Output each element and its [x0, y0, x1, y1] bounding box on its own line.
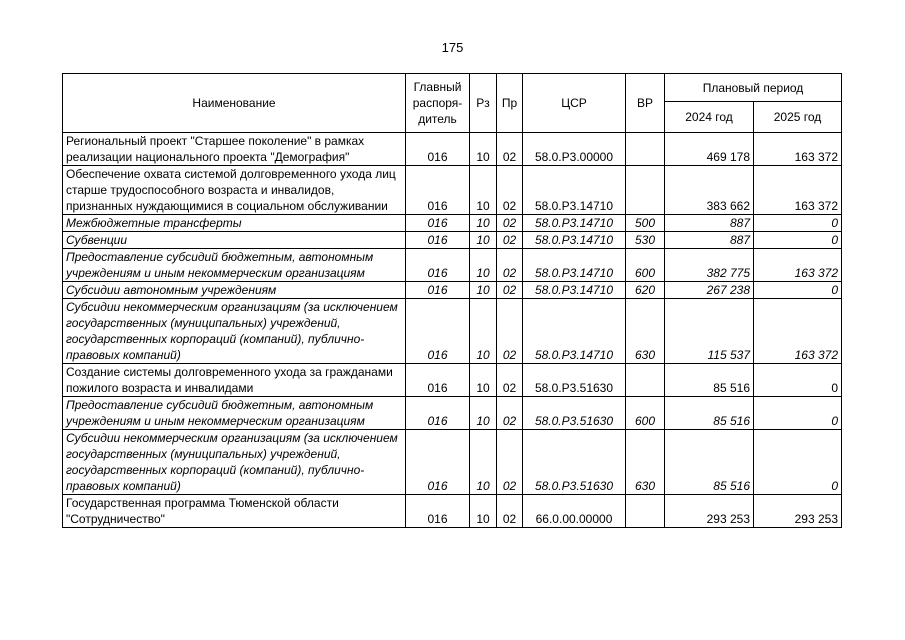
cell-name: Государственная программа Тюменской области "Сотрудничество" — [63, 495, 406, 528]
cell-csr: 58.0.P3.51630 — [523, 430, 626, 495]
cell-pr: 02 — [497, 249, 523, 282]
cell-name: Обеспечение охвата системой долговременного ухода лиц старше трудоспособного возраста и инвалидов, признанных нуждающимися в социальном обслуживании — [63, 166, 406, 215]
cell-2025: 163 372 — [754, 166, 842, 215]
header-pr: Пр — [497, 74, 523, 133]
cell-csr: 58.0.P3.51630 — [523, 364, 626, 397]
cell-csr: 58.0.P3.14710 — [523, 299, 626, 364]
cell-rz: 10 — [470, 166, 497, 215]
cell-2024: 293 253 — [665, 495, 754, 528]
cell-vr: 630 — [626, 299, 665, 364]
cell-vr — [626, 133, 665, 166]
cell-name: Региональный проект "Старшее поколение" в рамках реализации национального проекта "Демография" — [63, 133, 406, 166]
cell-name: Субсидии некоммерческим организациям (за исключением государственных (муниципальных) учреждений, государственных корпораций (компаний), публично-правовых компаний) — [63, 299, 406, 364]
table-row — [63, 166, 842, 215]
header-rz: Рз — [470, 74, 497, 133]
table-row — [63, 299, 842, 364]
cell-pr: 02 — [497, 232, 523, 249]
cell-name: Межбюджетные трансферты — [63, 215, 406, 232]
cell-vr: 600 — [626, 249, 665, 282]
cell-rz: 10 — [470, 282, 497, 299]
cell-glavny: 016 — [406, 166, 470, 215]
cell-rz: 10 — [470, 215, 497, 232]
cell-rz: 10 — [470, 430, 497, 495]
cell-name: Субсидии некоммерческим организациям (за исключением государственных (муниципальных) учреждений, государственных корпораций (компаний), публично-правовых компаний) — [63, 430, 406, 495]
table-body — [63, 133, 842, 528]
cell-rz: 10 — [470, 364, 497, 397]
cell-glavny: 016 — [406, 430, 470, 495]
page-number: 175 — [441, 40, 464, 55]
cell-2024: 382 775 — [665, 249, 754, 282]
table-row — [63, 133, 842, 166]
cell-vr — [626, 364, 665, 397]
table-header — [63, 74, 842, 133]
cell-pr: 02 — [497, 282, 523, 299]
cell-rz: 10 — [470, 299, 497, 364]
table-row — [63, 215, 842, 232]
cell-csr: 58.0.P3.14710 — [523, 282, 626, 299]
cell-2025: 0 — [754, 215, 842, 232]
cell-csr: 58.0.P3.14710 — [523, 249, 626, 282]
cell-name: Субсидии автономным учреждениям — [63, 282, 406, 299]
table-row — [63, 249, 842, 282]
cell-glavny: 016 — [406, 299, 470, 364]
cell-csr: 66.0.00.00000 — [523, 495, 626, 528]
cell-rz: 10 — [470, 232, 497, 249]
cell-rz: 10 — [470, 249, 497, 282]
table-row — [63, 364, 842, 397]
cell-vr: 500 — [626, 215, 665, 232]
cell-2024: 85 516 — [665, 397, 754, 430]
table-row — [63, 397, 842, 430]
header-vr: ВР — [626, 74, 665, 133]
cell-2025: 163 372 — [754, 133, 842, 166]
cell-vr — [626, 495, 665, 528]
budget-table — [62, 73, 842, 528]
cell-2024: 887 — [665, 232, 754, 249]
cell-csr: 58.0.P3.51630 — [523, 397, 626, 430]
cell-2024: 383 662 — [665, 166, 754, 215]
cell-pr: 02 — [497, 215, 523, 232]
cell-vr: 600 — [626, 397, 665, 430]
cell-pr: 02 — [497, 133, 523, 166]
cell-2024: 469 178 — [665, 133, 754, 166]
cell-glavny: 016 — [406, 232, 470, 249]
cell-2024: 267 238 — [665, 282, 754, 299]
cell-pr: 02 — [497, 299, 523, 364]
cell-2025: 163 372 — [754, 249, 842, 282]
cell-name: Субвенции — [63, 232, 406, 249]
cell-glavny: 016 — [406, 495, 470, 528]
cell-rz: 10 — [470, 495, 497, 528]
cell-name: Предоставление субсидий бюджетным, автономным учреждениям и иным некоммерческим организациям — [63, 249, 406, 282]
cell-2024: 85 516 — [665, 364, 754, 397]
cell-rz: 10 — [470, 133, 497, 166]
table-row — [63, 430, 842, 495]
cell-pr: 02 — [497, 364, 523, 397]
header-csr: ЦСР — [523, 74, 626, 133]
cell-csr: 58.0.P3.14710 — [523, 215, 626, 232]
cell-name: Создание системы долговременного ухода за гражданами пожилого возраста и инвалидами — [63, 364, 406, 397]
header-glavny: Главный распоря-дитель — [406, 74, 470, 133]
cell-vr — [626, 166, 665, 215]
cell-2025: 0 — [754, 397, 842, 430]
table-row — [63, 495, 842, 528]
cell-2024: 887 — [665, 215, 754, 232]
cell-glavny: 016 — [406, 282, 470, 299]
cell-glavny: 016 — [406, 215, 470, 232]
cell-vr: 620 — [626, 282, 665, 299]
cell-2025: 0 — [754, 364, 842, 397]
cell-2025: 0 — [754, 232, 842, 249]
header-planned-period: Плановый период — [665, 74, 842, 102]
cell-2025: 293 253 — [754, 495, 842, 528]
cell-glavny: 016 — [406, 133, 470, 166]
table-row — [63, 282, 842, 299]
cell-csr: 58.0.P3.00000 — [523, 133, 626, 166]
cell-vr: 630 — [626, 430, 665, 495]
cell-pr: 02 — [497, 397, 523, 430]
cell-glavny: 016 — [406, 249, 470, 282]
cell-vr: 530 — [626, 232, 665, 249]
header-2025: 2025 год — [754, 102, 842, 133]
cell-2024: 85 516 — [665, 430, 754, 495]
cell-glavny: 016 — [406, 397, 470, 430]
cell-2025: 163 372 — [754, 299, 842, 364]
cell-2025: 0 — [754, 430, 842, 495]
cell-csr: 58.0.P3.14710 — [523, 232, 626, 249]
header-2024: 2024 год — [665, 102, 754, 133]
cell-pr: 02 — [497, 430, 523, 495]
cell-rz: 10 — [470, 397, 497, 430]
cell-pr: 02 — [497, 166, 523, 215]
cell-glavny: 016 — [406, 364, 470, 397]
cell-name: Предоставление субсидий бюджетным, автономным учреждениям и иным некоммерческим организациям — [63, 397, 406, 430]
cell-pr: 02 — [497, 495, 523, 528]
table-row — [63, 232, 842, 249]
header-name: Наименование — [63, 74, 406, 133]
cell-2025: 0 — [754, 282, 842, 299]
cell-csr: 58.0.P3.14710 — [523, 166, 626, 215]
cell-2024: 115 537 — [665, 299, 754, 364]
